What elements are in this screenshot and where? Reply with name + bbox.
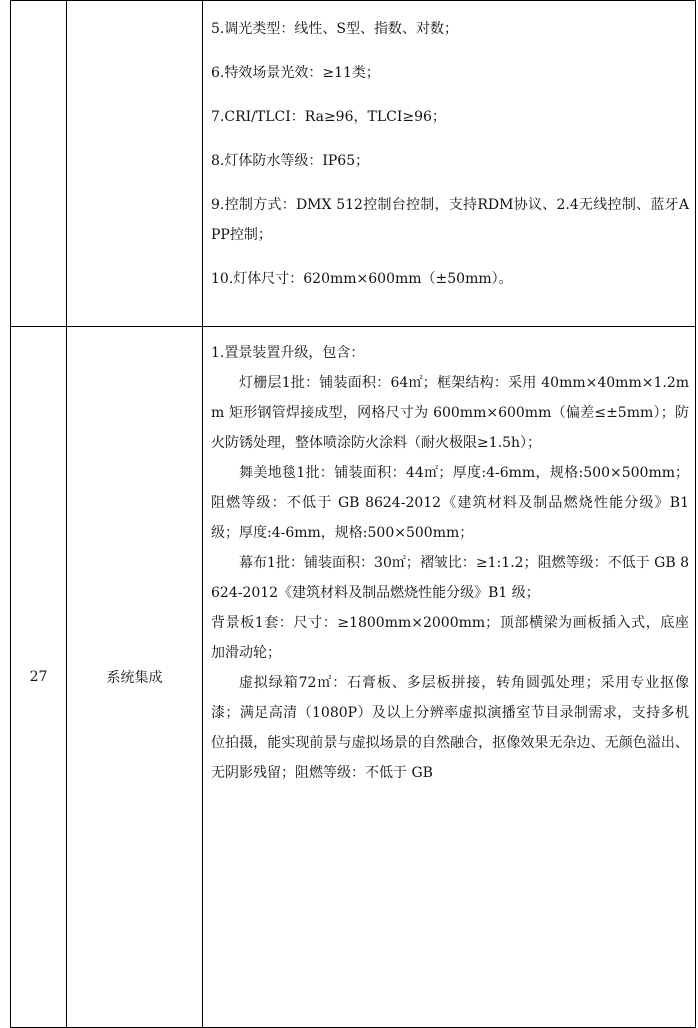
item-name-cell bbox=[67, 1, 203, 327]
spec-paragraph: 背景板1套：尺寸：≥1800mm×2000mm；顶部横梁为画板插入式，底座加滑动轮； bbox=[211, 615, 689, 661]
spec-paragraph: 灯栅层1批：铺装面积：64㎡；框架结构：采用 40mm×40mm×1.2mm 矩形钢管焊接成型，网格尺寸为 600mm×600mm（偏差≤±5mm）；防火防锈处理，整体喷涂防火涂料（耐火极限≥1.5h）； bbox=[211, 375, 689, 451]
spec-line: 9.控制方式：DMX 512控制台控制，支持RDM协议、2.4无线控制、蓝牙APP控制； bbox=[211, 197, 689, 243]
spec-paragraph: 虚拟绿箱72㎡：石膏板、多层板拼接，转角圆弧处理；采用专业抠像漆；满足高清（1080P）及以上分辨率虚拟演播室节目录制需求，支持多机位拍摄，能实现前景与虚拟场景的自然融合，抠像效果无杂边、无颜色溢出、无阴影残留；阻燃等级：不低于 GB bbox=[211, 675, 689, 781]
spec-line: 10.灯体尺寸：620mm×600mm（±50mm）。 bbox=[211, 271, 513, 287]
item-spec-cell bbox=[203, 1, 696, 327]
spec-table bbox=[10, 0, 696, 1028]
spec-paragraph: 1.置景装置升级，包含： bbox=[211, 345, 365, 361]
item-name-cell: 系统集成 bbox=[67, 327, 203, 1028]
spec-paragraph: 舞美地毯1批：铺装面积：44㎡；厚度:4-6mm，规格:500×500mm；阻燃等级：不低于 GB 8624-2012《建筑材料及制品燃烧性能分级》B1 级；厚度:4-6mm，规格:500×500mm； bbox=[211, 465, 689, 541]
item-spec-cell bbox=[203, 327, 696, 1028]
item-number-cell: 27 bbox=[11, 327, 67, 1028]
spec-line: 6.特效场景光效：≥11类； bbox=[211, 65, 380, 81]
table-row bbox=[11, 327, 696, 1028]
spec-paragraph: 幕布1批：铺装面积：30㎡；褶皱比：≥1:1.2；阻燃等级：不低于 GB 8624-2012《建筑材料及制品燃烧性能分级》B1 级； bbox=[211, 555, 689, 601]
spec-line: 7.CRI/TLCI：Ra≥96，TLCI≥96； bbox=[211, 109, 446, 125]
spec-line: 8.灯体防水等级：IP65； bbox=[211, 153, 370, 169]
item-number-cell bbox=[11, 1, 67, 327]
table-row bbox=[11, 1, 696, 327]
spec-line: 5.调光类型：线性、S型、指数、对数； bbox=[211, 21, 458, 37]
